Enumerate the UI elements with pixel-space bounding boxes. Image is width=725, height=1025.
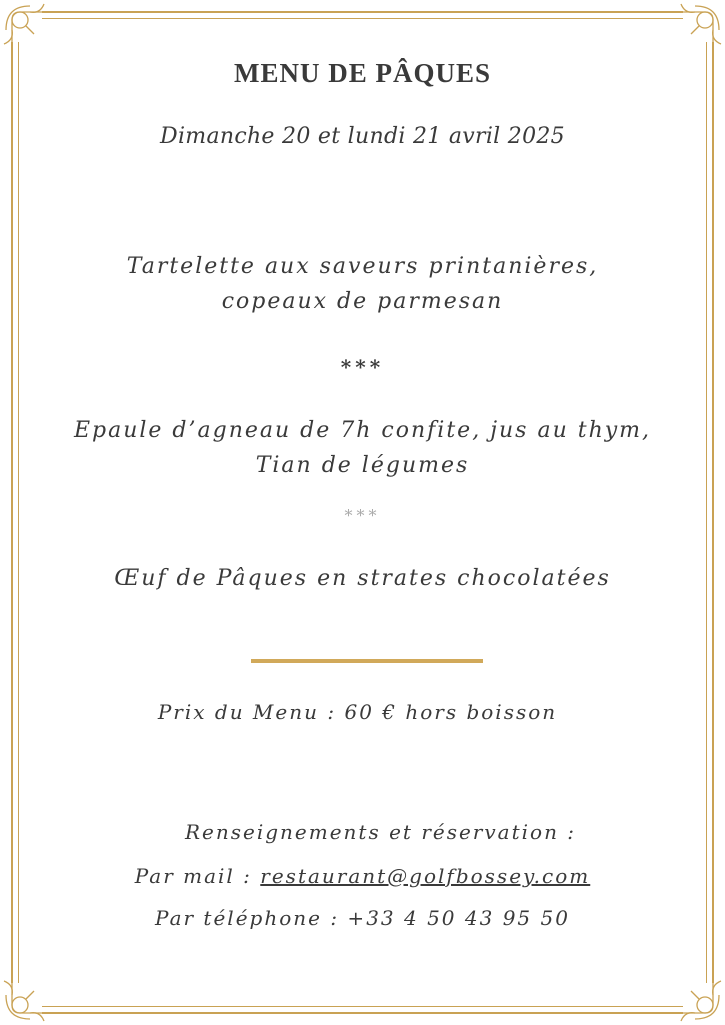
email-link[interactable]: restaurant@golfbossey.com bbox=[260, 864, 591, 888]
dessert-line: Œuf de Pâques en strates chocolatées bbox=[114, 566, 611, 591]
contact-mail-line bbox=[0, 864, 725, 888]
contact-phone: Par téléphone : +33 4 50 43 95 50 bbox=[155, 906, 570, 930]
main-course-line-1: Epaule d’agneau de 7h confite, jus au thym, bbox=[73, 418, 652, 443]
course-separator: *** bbox=[340, 355, 385, 379]
gold-divider bbox=[251, 659, 483, 663]
course-separator: *** bbox=[344, 506, 381, 525]
mail-label: Par mail : bbox=[134, 864, 261, 888]
main-course-line-2: Tian de légumes bbox=[255, 453, 470, 478]
menu-title: MENU DE PÂQUES bbox=[233, 58, 491, 88]
menu-price: Prix du Menu : 60 € hors boisson bbox=[157, 700, 558, 724]
corner-ornament-icon bbox=[0, 0, 60, 60]
corner-ornament-icon bbox=[665, 0, 725, 60]
starter-line-2: copeaux de parmesan bbox=[221, 289, 504, 314]
menu-date: Dimanche 20 et lundi 21 avril 2025 bbox=[160, 124, 565, 149]
corner-ornament-icon bbox=[665, 965, 725, 1025]
starter-line-1: Tartelette aux saveurs printanières, bbox=[126, 254, 599, 279]
corner-ornament-icon bbox=[0, 965, 60, 1025]
contact-heading: Renseignements et réservation : bbox=[184, 820, 577, 844]
